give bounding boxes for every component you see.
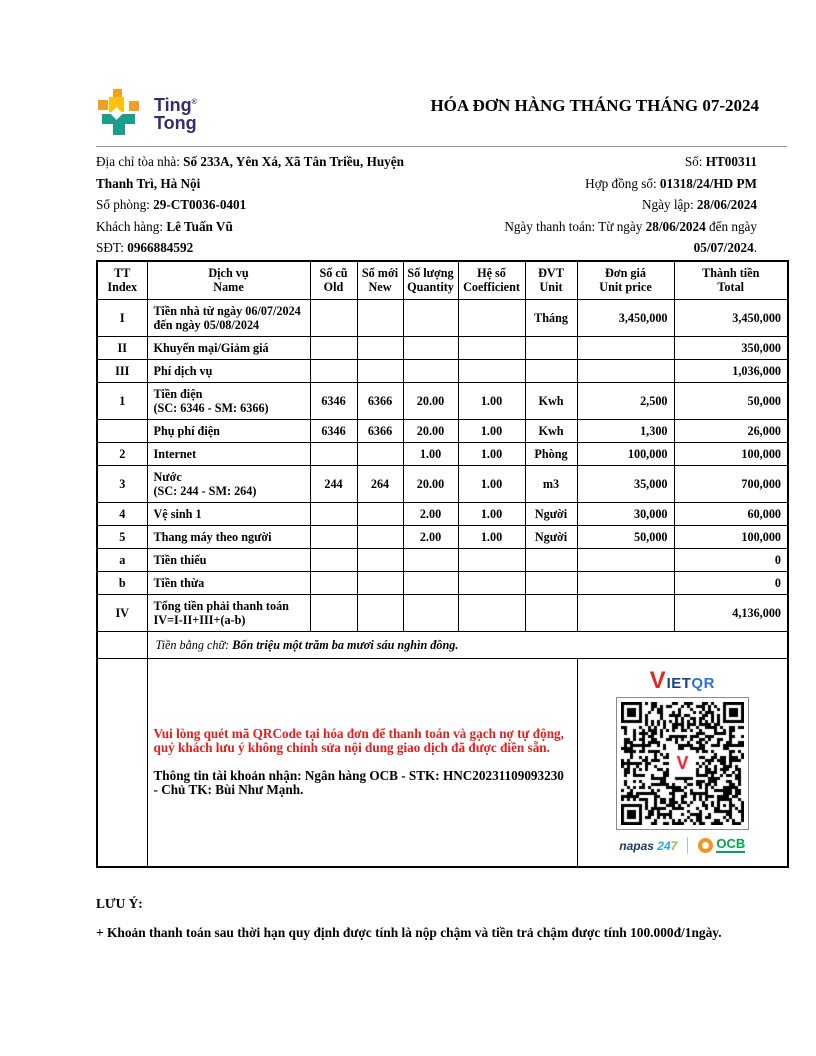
cell-name: Tiền nhà từ ngày 06/07/2024 đến ngày 05/08/2024: [147, 299, 310, 336]
cell-new: 6366: [357, 382, 403, 419]
cell-old: [310, 359, 357, 382]
table-row: [97, 502, 788, 525]
issue-date-line: Ngày lập: 28/06/2024: [641, 197, 757, 213]
payment-qr-cell: [577, 658, 788, 867]
col-header-unit-price: Đơn giá Unit price: [577, 261, 674, 300]
cell-coef: 1.00: [458, 525, 525, 548]
table-row: [97, 594, 788, 631]
cell-qty: 20.00: [403, 382, 458, 419]
cell-coef: 1.00: [458, 382, 525, 419]
cell-qty: [403, 299, 458, 336]
table-row: [97, 336, 788, 359]
cell-coef: 1.00: [458, 419, 525, 442]
cell-qty: 2.00: [403, 525, 458, 548]
cell-total: 100,000: [674, 525, 788, 548]
cell-old: [310, 299, 357, 336]
cell-idx: 4: [97, 502, 147, 525]
col-header-unit: ĐVT Unit: [525, 261, 577, 300]
cell-qty: [403, 548, 458, 571]
invoice-title: HÓA ĐƠN HÀNG THÁNG THÁNG 07-2024: [430, 96, 759, 115]
cell-old: [310, 571, 357, 594]
cell-price: 35,000: [577, 465, 674, 502]
cell-idx: 5: [97, 525, 147, 548]
cell-name: Tổng tiền phải thanh toán IV=I-II+III+(a-b): [147, 594, 310, 631]
cell-total: 3,450,000: [674, 299, 788, 336]
cell-name: Tiền thừa: [147, 571, 310, 594]
cell-new: [357, 571, 403, 594]
invoice-table: [96, 260, 789, 868]
cell-total: 700,000: [674, 465, 788, 502]
ocb-label: OCB: [716, 836, 746, 852]
table-row: [97, 382, 788, 419]
table-row: [97, 299, 788, 336]
cell-unit: [525, 336, 577, 359]
cell-qty: 2.00: [403, 502, 458, 525]
cell-old: [310, 525, 357, 548]
cell-name: Thang máy theo người: [147, 525, 310, 548]
cell-price: 3,450,000: [577, 299, 674, 336]
cell-total: 4,136,000: [674, 594, 788, 631]
table-row: [97, 465, 788, 502]
cell-qty: [403, 594, 458, 631]
cell-unit: Người: [525, 502, 577, 525]
cell-total: 1,036,000: [674, 359, 788, 382]
invoice-header: [96, 88, 787, 147]
cell-coef: 1.00: [458, 502, 525, 525]
table-row: [97, 442, 788, 465]
ocb-tagline-bar: [716, 851, 745, 853]
qr-code: [616, 697, 749, 830]
cell-coef: 1.00: [458, 442, 525, 465]
invoice-footer: [96, 896, 787, 941]
col-header-quantity: Số lượng Quantity: [403, 261, 458, 300]
cell-coef: [458, 548, 525, 571]
table-row: [97, 571, 788, 594]
col-header-new: Số mới New: [357, 261, 403, 300]
cell-new: [357, 442, 403, 465]
vietqr-v-icon: V: [649, 667, 666, 695]
cell-idx: [97, 419, 147, 442]
cell-old: [310, 442, 357, 465]
cell-name: Phí dịch vụ: [147, 359, 310, 382]
customer-line: Khách hàng: Lê Tuấn Vũ: [96, 218, 233, 234]
cell-old: 6346: [310, 419, 357, 442]
cell-old: 6346: [310, 382, 357, 419]
cell-price: 1,300: [577, 419, 674, 442]
qr-warning-note: Vui lòng quét mã QRCode tại hóa đơn để thanh toán và gạch nợ tự động, quý khách lưu ý không chỉnh sửa nội dung giao dịch đã được điền sẵn.: [153, 726, 564, 756]
cell-old: [310, 336, 357, 359]
table-row: [97, 359, 788, 382]
col-header-name: Dịch vụ Name: [147, 261, 310, 300]
info-right-column: [441, 151, 787, 259]
qr-code-canvas: [621, 702, 744, 825]
table-row: [97, 419, 788, 442]
col-header-total: Thành tiền Total: [674, 261, 788, 300]
cell-price: 30,000: [577, 502, 674, 525]
napas-logo: napas 247: [619, 838, 678, 853]
bank-logos: [584, 837, 782, 854]
vietqr-qr-text: QR: [691, 675, 715, 693]
cell-new: 6366: [357, 419, 403, 442]
cell-idx: III: [97, 359, 147, 382]
cell-price: 100,000: [577, 442, 674, 465]
cell-price: [577, 336, 674, 359]
tingtong-logo: [96, 88, 197, 138]
cell-unit: [525, 571, 577, 594]
tingtong-logo-icon: [96, 88, 146, 138]
invoice-number-line: Số: HT00311: [684, 154, 757, 169]
table-header-row: [97, 261, 788, 300]
cell-idx: II: [97, 336, 147, 359]
cell-total: 0: [674, 548, 788, 571]
cell-new: [357, 359, 403, 382]
cell-total: 50,000: [674, 382, 788, 419]
cell-name: Tiền điện (SC: 6346 - SM: 6366): [147, 382, 310, 419]
phone-line: SĐT: 0966884592: [96, 240, 194, 256]
cell-price: [577, 359, 674, 382]
cell-new: 264: [357, 465, 403, 502]
logo-divider: [687, 837, 688, 854]
late-payment-note: + Khoản thanh toán sau thời hạn quy định được tính là nộp chậm và tiền trả chậm được tính 100.000đ/1ngày.: [96, 924, 722, 940]
cell-unit: Người: [525, 525, 577, 548]
ocb-logo: [698, 838, 745, 853]
cell-price: [577, 571, 674, 594]
cell-new: [357, 299, 403, 336]
cell-unit: [525, 359, 577, 382]
cell-idx: IV: [97, 594, 147, 631]
cell-total: 26,000: [674, 419, 788, 442]
payment-period-line: Ngày thanh toán: Từ ngày 28/06/2024 đến ngày 05/07/2024.: [504, 218, 757, 256]
contract-number-line: Hợp đồng số: 01318/24/HD PM: [585, 175, 757, 191]
cell-new: [357, 548, 403, 571]
cell-idx: 1: [97, 382, 147, 419]
cell-coef: [458, 571, 525, 594]
cell-price: 2,500: [577, 382, 674, 419]
cell-name: Phụ phí điện: [147, 419, 310, 442]
cell-total: 0: [674, 571, 788, 594]
cell-coef: [458, 359, 525, 382]
cell-total: 350,000: [674, 336, 788, 359]
table-row: [97, 548, 788, 571]
info-left-column: [96, 151, 441, 259]
cell-unit: Phòng: [525, 442, 577, 465]
room-number-line: Số phòng: 29-CT0036-0401: [96, 197, 247, 213]
vietqr-logo: [584, 667, 782, 695]
cell-old: [310, 548, 357, 571]
cell-idx: I: [97, 299, 147, 336]
cell-price: 50,000: [577, 525, 674, 548]
col-header-old: Số cũ Old: [310, 261, 357, 300]
cell-new: [357, 525, 403, 548]
ocb-ring-icon: [698, 838, 713, 853]
invoice-table-body: [97, 299, 788, 631]
cell-name: Vệ sinh 1: [147, 502, 310, 525]
cell-unit: [525, 548, 577, 571]
amount-in-words-row: [97, 631, 788, 658]
col-header-index: TT Index: [97, 261, 147, 300]
cell-name: Internet: [147, 442, 310, 465]
cell-old: [310, 594, 357, 631]
cell-total: 100,000: [674, 442, 788, 465]
table-row: [97, 525, 788, 548]
vietqr-iet-text: IET: [666, 675, 692, 693]
cell-old: [310, 502, 357, 525]
cell-name: Nước (SC: 244 - SM: 264): [147, 465, 310, 502]
cell-qty: 1.00: [403, 442, 458, 465]
cell-new: [357, 594, 403, 631]
bank-account-line: Thông tin tài khoản nhận: Ngân hàng OCB - STK: HNC20231109093230 - Chủ TK: Bùi Như Mạnh.: [153, 768, 564, 798]
payment-instructions-cell: [147, 658, 577, 867]
cell-price: [577, 548, 674, 571]
cell-qty: 20.00: [403, 465, 458, 502]
invoice-content: [96, 88, 787, 941]
cell-price: [577, 594, 674, 631]
cell-idx: 3: [97, 465, 147, 502]
cell-unit: m3: [525, 465, 577, 502]
cell-total: 60,000: [674, 502, 788, 525]
notice-heading: LƯU Ý:: [96, 895, 143, 911]
empty-cell: [97, 658, 147, 867]
cell-old: 244: [310, 465, 357, 502]
cell-qty: [403, 359, 458, 382]
cell-unit: Kwh: [525, 419, 577, 442]
empty-cell: [97, 631, 147, 658]
cell-unit: Kwh: [525, 382, 577, 419]
cell-unit: Tháng: [525, 299, 577, 336]
cell-coef: [458, 594, 525, 631]
cell-new: [357, 502, 403, 525]
payment-row: [97, 658, 788, 867]
cell-name: Tiền thiếu: [147, 548, 310, 571]
cell-coef: [458, 336, 525, 359]
cell-new: [357, 336, 403, 359]
col-header-coefficient: Hệ số Coefficient: [458, 261, 525, 300]
cell-qty: [403, 336, 458, 359]
cell-idx: a: [97, 548, 147, 571]
tingtong-wordmark: Ting® Tong: [154, 95, 197, 133]
cell-coef: [458, 299, 525, 336]
cell-idx: b: [97, 571, 147, 594]
cell-qty: [403, 571, 458, 594]
cell-coef: 1.00: [458, 465, 525, 502]
cell-idx: 2: [97, 442, 147, 465]
invoice-info: [96, 151, 787, 259]
cell-name: Khuyến mại/Giảm giá: [147, 336, 310, 359]
amount-in-words-cell: Tiền bằng chữ: Bốn triệu một trăm ba mươi sáu nghìn đồng.: [147, 631, 788, 658]
building-address-line: Địa chỉ tòa nhà: Số 233A, Yên Xá, Xã Tân Triều, Huyện Thanh Trì, Hà Nội: [96, 154, 404, 191]
cell-unit: [525, 594, 577, 631]
cell-qty: 20.00: [403, 419, 458, 442]
